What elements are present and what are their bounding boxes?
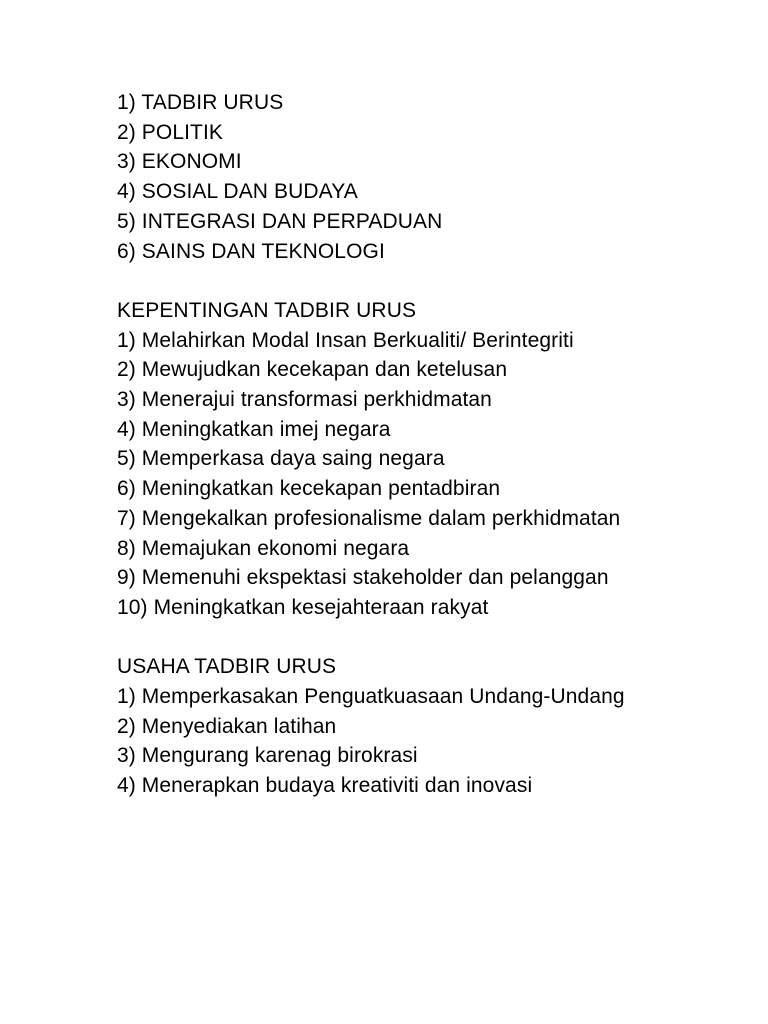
list-item: 6) Meningkatkan kecekapan pentadbiran	[117, 477, 501, 501]
kepentingan-section	[117, 296, 657, 623]
list-item: 2) Mewujudkan kecekapan dan ketelusan	[117, 358, 508, 382]
section-heading: USAHA TADBIR URUS	[117, 655, 337, 679]
list-item: 3) Mengurang karenag birokrasi	[117, 744, 418, 768]
list-item: 4) Menerapkan budaya kreativiti dan inovasi	[117, 774, 533, 798]
list-item: 1) Memperkasakan Penguatkuasaan Undang-Undang	[117, 685, 625, 709]
list-item: 3) Menerajui transformasi perkhidmatan	[117, 388, 492, 412]
topic-item: 1) TADBIR URUS	[117, 91, 284, 114]
spacer	[117, 623, 657, 653]
topic-item: 6) SAINS DAN TEKNOLOGI	[117, 239, 385, 263]
section-heading: KEPENTINGAN TADBIR URUS	[117, 298, 417, 322]
topic-item: 2) POLITIK	[117, 120, 224, 144]
list-item: 7) Mengekalkan profesionalisme dalam perkhidmatan	[117, 506, 621, 530]
list-item: 10) Meningkatkan kesejahteraan rakyat	[117, 595, 489, 619]
document-body	[117, 88, 657, 801]
topic-list	[117, 88, 657, 266]
topic-item: 4) SOSIAL DAN BUDAYA	[117, 180, 358, 204]
list-item: 1) Melahirkan Modal Insan Berkualiti/ Berintegriti	[117, 328, 574, 352]
list-item: 9) Memenuhi ekspektasi stakeholder dan pelanggan	[117, 566, 609, 590]
topic-item: 3) EKONOMI	[117, 150, 242, 174]
topic-item: 5) INTEGRASI DAN PERPADUAN	[117, 209, 443, 233]
spacer	[117, 266, 657, 296]
list-item: 2) Menyediakan latihan	[117, 714, 337, 738]
list-item: 4) Meningkatkan imej negara	[117, 417, 391, 441]
usaha-section	[117, 652, 657, 801]
list-item: 8) Memajukan ekonomi negara	[117, 536, 410, 560]
list-item: 5) Memperkasa daya saing negara	[117, 447, 445, 471]
